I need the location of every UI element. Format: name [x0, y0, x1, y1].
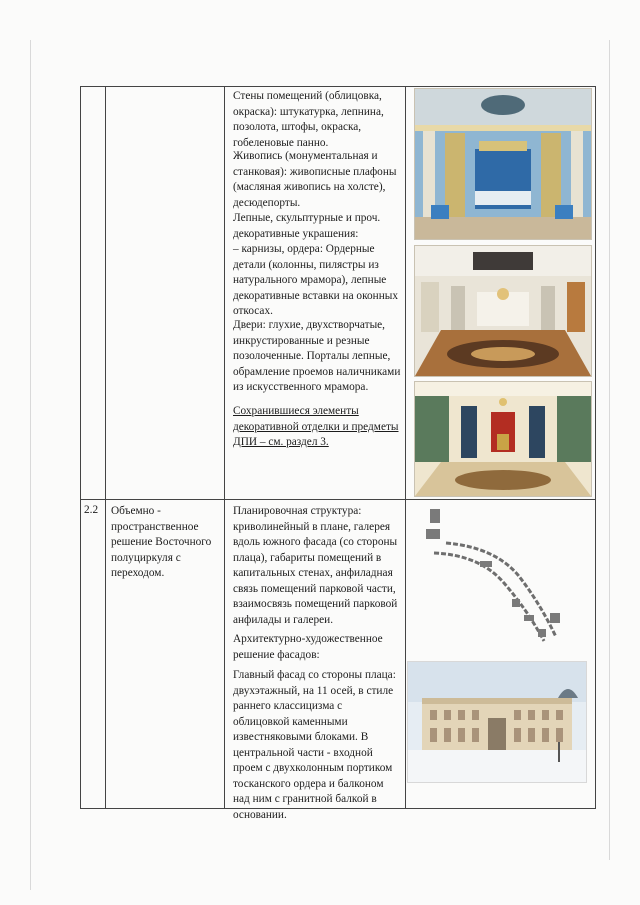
row2-planning-text: Планировочная структура: криволинейный в плане, галерея вдоль южного фасада (со стороны плаца), габариты помещений в капитальных стенах, анфиладная связь помещений парковой части, взаимосвязь помещений парковой анфилады и галереи.: [233, 505, 398, 626]
row1-preserved-link-text: Сохранившиеся элементы декоративной отделки и предметы ДПИ – см. раздел 3.: [233, 405, 399, 448]
row2-facades-heading: Архитектурно-художественное решение фасадов:: [233, 633, 383, 661]
interior-photo-throne-room: [414, 381, 592, 497]
row2-number: 2.2: [84, 504, 99, 516]
col-border-3: [224, 86, 225, 808]
row1-doors-text: Двери: глухие, двухстворчатые, инкрустированные и резные позолоченные. Порталы лепные, обрамление проемов наличниками из искусственного мрамора.: [233, 319, 401, 393]
col-border-4: [405, 86, 406, 808]
row1-walls-text: Стены помещений (облицовка, окраска): штукатурка, лепнина, позолота, штофы, окраска, гобеленовые панно.: [233, 90, 384, 149]
row2-main-facade-text: Главный фасад со стороны плаца: двухэтажный, на 11 осей, в стиле раннего классицизма с облицовкой каменными известняковыми блоками. В центральной части - входной проем с двухколонным портиком тосканского ордера и балконом над ним с гранитной балкой в основании.: [233, 669, 396, 821]
facade-photo: [407, 661, 587, 783]
table-border-top: [80, 86, 596, 87]
scan-edge-right: [609, 40, 610, 860]
col-border-5: [595, 86, 596, 808]
interior-photo-white-hall: [414, 245, 592, 377]
row1-painting-text: Живопись (монументальная и станковая): живописные плафоны (масляная живопись на холсте), десюдепорты.: [233, 150, 397, 209]
interior-photo-blue-bedroom: [414, 88, 592, 240]
col-border-2: [105, 86, 106, 808]
row-divider: [80, 499, 596, 500]
scan-edge-left: [30, 40, 31, 890]
row2-title: Объемно - пространственное решение Восточного полуциркуля с переходом.: [111, 505, 212, 579]
row1-cornices-text: – карнизы, ордера: Ордерные детали (колонны, пилястры из натурального мрамора), лепные декоративные вставки на оконных откосах.: [233, 243, 398, 317]
row1-decor-text: Лепные, скульптурные и проч. декоративные украшения:: [233, 212, 381, 240]
col-border-1: [80, 86, 81, 808]
floor-plan-drawing: [420, 503, 578, 645]
